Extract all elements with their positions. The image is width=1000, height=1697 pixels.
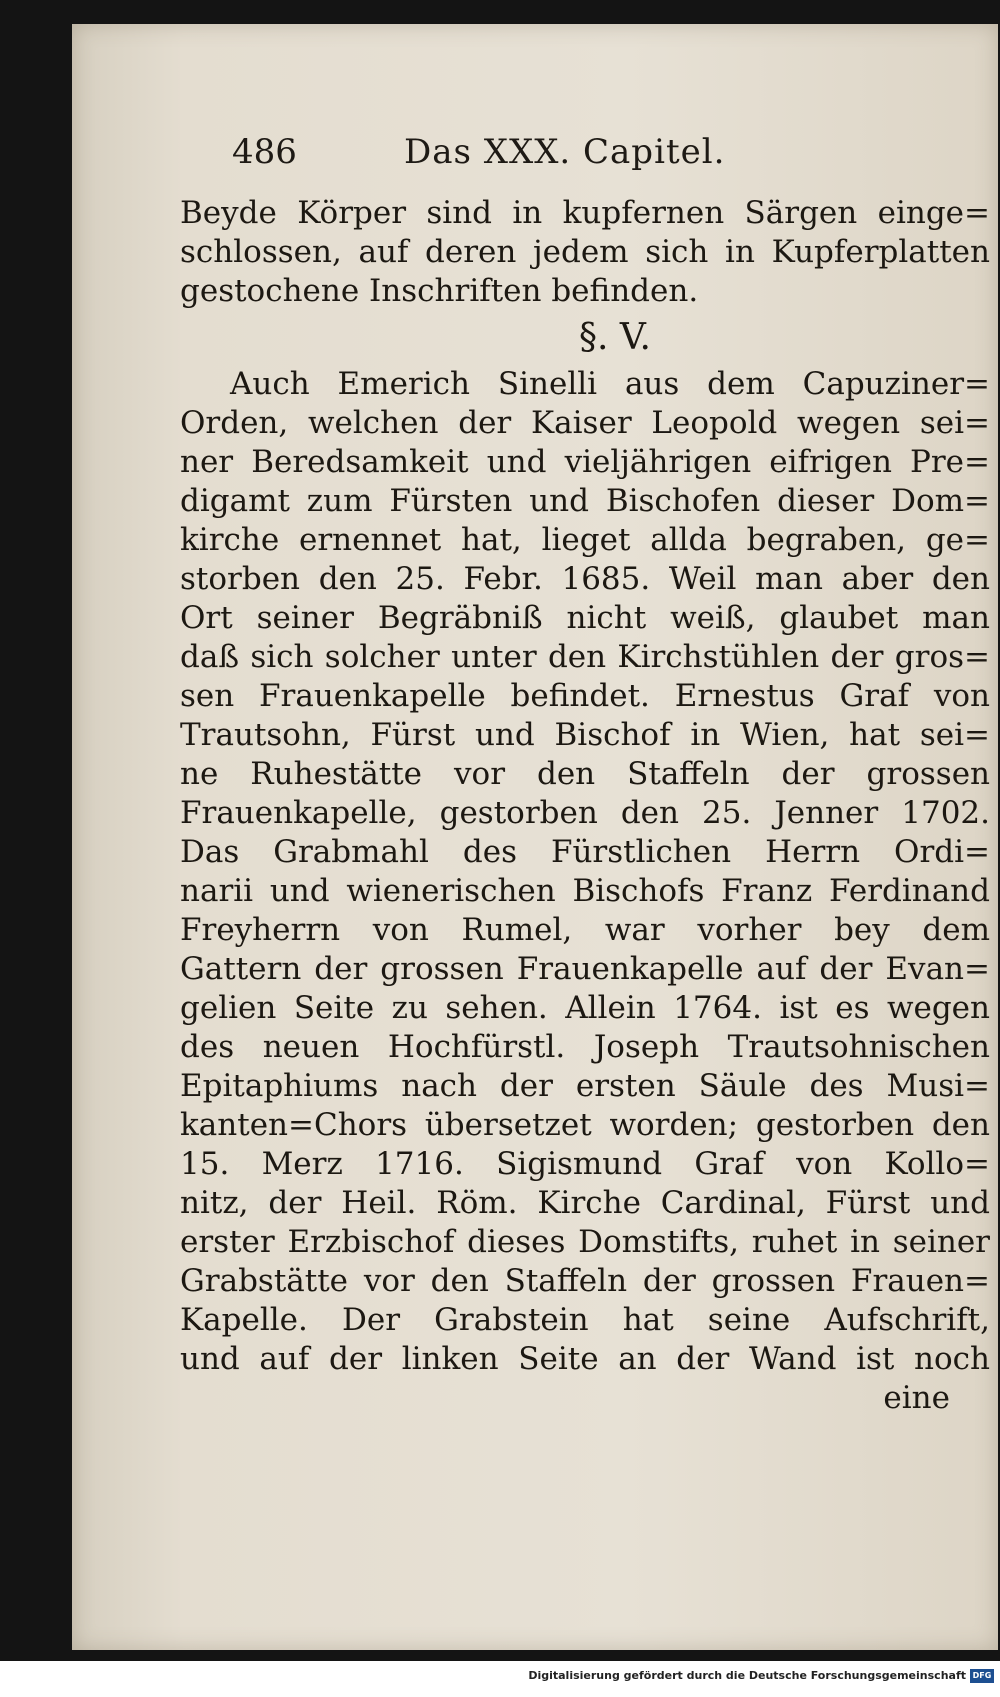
text-line: Epitaphiums nach der ersten Säule des Musi=: [180, 1068, 990, 1104]
text-line: kanten=Chors übersetzet worden; gestorben den: [180, 1107, 990, 1143]
text-line: erster Erzbischof dieses Domstifts, ruhet in seiner: [180, 1224, 990, 1260]
text-line: daß sich solcher unter den Kirchstühlen der gros=: [180, 639, 990, 675]
text-line: Kapelle. Der Grabstein hat seine Aufschrift,: [180, 1302, 990, 1338]
funding-credit: Digitalisierung gefördert durch die Deutsche Forschungsgemeinschaft: [528, 1669, 966, 1682]
text-line: kirche ernennet hat, lieget allda begraben, ge=: [180, 522, 990, 558]
text-line: Grabstätte vor den Staffeln der grossen Frauen=: [180, 1263, 990, 1299]
dfg-logo-icon: DFG: [970, 1669, 994, 1683]
text-line: nitz, der Heil. Röm. Kirche Cardinal, Fürst und: [180, 1185, 990, 1221]
page-number: 486: [232, 132, 297, 172]
text-line: Beyde Körper sind in kupfernen Särgen einge=: [180, 195, 990, 231]
text-line: storben den 25. Febr. 1685. Weil man aber den: [180, 561, 990, 597]
text-line: Trautsohn, Fürst und Bischof in Wien, hat sei=: [180, 717, 990, 753]
text-line: des neuen Hochfürstl. Joseph Trautsohnischen: [180, 1029, 990, 1065]
text-line: Auch Emerich Sinelli aus dem Capuziner=: [230, 366, 990, 402]
text-line: 15. Merz 1716. Sigismund Graf von Kollo=: [180, 1146, 990, 1182]
text-line: gestochene Inschriften befinden.: [180, 273, 699, 309]
running-title: Das XXX. Capitel.: [404, 132, 726, 172]
text-line: Freyherrn von Rumel, war vorher bey dem: [180, 912, 990, 948]
page-header: [72, 132, 998, 176]
text-line: narii und wienerischen Bischofs Franz Ferdinand: [180, 873, 990, 909]
text-line: und auf der linken Seite an der Wand ist noch: [180, 1341, 990, 1377]
footer-bar: [0, 1661, 1000, 1697]
text-line: Frauenkapelle, gestorben den 25. Jenner 1702.: [180, 795, 990, 831]
text-line: Orden, welchen der Kaiser Leopold wegen sei=: [180, 405, 990, 441]
text-line: Ort seiner Begräbniß nicht weiß, glaubet man: [180, 600, 990, 636]
text-line: digamt zum Fürsten und Bischofen dieser Dom=: [180, 483, 990, 519]
section-heading: §. V.: [578, 317, 652, 358]
text-line: ner Beredsamkeit und vieljährigen eifrigen Pre=: [180, 444, 990, 480]
text-line: schlossen, auf deren jedem sich in Kupferplatten: [180, 234, 990, 270]
text-line: Das Grabmahl des Fürstlichen Herrn Ordi=: [180, 834, 990, 870]
text-line: Gattern der grossen Frauenkapelle auf der Evan=: [180, 951, 990, 987]
text-line: sen Frauenkapelle befindet. Ernestus Graf von: [180, 678, 990, 714]
body-text: [180, 194, 990, 1418]
text-line: gelien Seite zu sehen. Allein 1764. ist es wegen: [180, 990, 990, 1026]
text-line: ne Ruhestätte vor den Staffeln der grossen: [180, 756, 990, 792]
book-page: [72, 24, 998, 1650]
catchword: eine: [883, 1380, 950, 1416]
